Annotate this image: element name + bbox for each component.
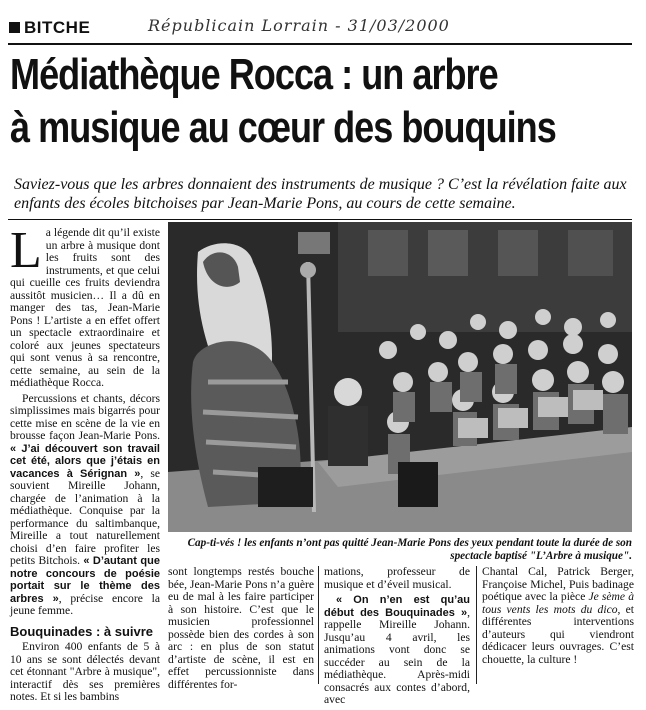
subhead: Bouquinades : à suivre [10,623,154,639]
standfirst: Saviez-vous que les arbres donnaient des instruments de musique ? C’est la révélation faite aux enfants des écoles bitchoises par Jean-Marie Pons, au cours de cette semaine. [14,176,627,212]
headline [10,48,556,154]
section-name: BITCHE [24,18,91,37]
paragraph: mations, professeur de musique et d’éveil musical. [324,565,470,591]
quote: « On n’en est qu’au début des Bouquinades » [324,594,470,619]
paragraph-text: , se souvient Mireille Johann, chargée de l’animation à la médiathèque. Conquise par la performance du saltimbanque, Mireille a tout naturellement choisi d’en faire profiter les petits Bitchois. [10,466,160,567]
column-3 [324,566,470,710]
handwritten-source-note: Républicain Lorrain - 31/03/2000 [148,16,450,35]
body-rule [8,219,632,220]
paragraph-text: Percussions et chants, décors simplissimes mais bigarrés pour cette mise en scène de la vie en brousse façon Jean-Marie Pons. [10,391,160,442]
paragraph-text: a légende dit qu’il existe un arbre à musique dont les fruits sont des instruments, et que celui qui cueille ces fruits deviendra aussitôt musicien… Il a dû en manger des tas, Jean-Marie Pons ! L’artiste a en effet offert un spectacle extraordinaire et coloré aux jeunes spectateurs qui sont venus à sa rencontre, cette semaine, au sein de la médiathèque Rocca. [10,226,160,389]
column-4 [482,566,634,669]
quote: « D’autant que notre concours de poésie portait sur le thème des arbres » [10,555,160,605]
paragraph-text: , précise encore la jeune femme. [10,591,160,617]
column-1 [10,222,160,707]
article-photo [168,222,632,532]
section-square-icon [9,22,20,33]
paragraph: Environ 400 enfants de 5 à 10 ans se sont délectés devant cet étonnant "Arbre à musique", interactif dès ses premières notes. Et si les bambins [10,640,160,703]
paragraph-text: Chantal Cal, Patrick Berger, Françoise Michel, Puis badinage poétique avec la pièce [482,565,634,603]
column-divider [318,566,319,684]
paragraph [324,594,470,707]
headline-line-1: Médiathèque Rocca : un arbre [10,50,498,99]
paragraph: sont longtemps restés bouche bée, Jean-Marie Pons n’a guère eu de mal à les faire participer à son histoire. C’est que le musicien professionnel possède bien des cordes à son arc : en plus de son statut d’artiste de scène, il est en effet percussionniste dans différentes for- [168,565,314,691]
paragraph [10,393,160,618]
column-2 [168,566,314,694]
headline-line-2: à musique au cœur des bouquins [10,103,556,152]
paragraph [10,222,160,390]
photo-caption: Cap-ti-vés ! les enfants n’ont pas quitté Jean-Marie Pons des yeux pendant toute la durée de son spectacle baptisé "L’Arbre à musique". [187,537,632,562]
column-divider [476,566,477,684]
paragraph-text: , et différentes interventions d’auteurs qui viendront dédicacer leurs ouvrages. C’est chouette, la culture ! [482,602,634,666]
paragraph [482,566,634,666]
quote: « J’ai découvert son travail cet été, alors que j’étais en vacances à Sérignan » [10,442,160,480]
paragraph-text: , rappelle Mireille Johann. Jusqu’au 4 avril, les animations vont donc se succéder au sein de la médiathèque. Après-midi consacrés aux contes d’abord, avec [324,605,470,706]
drop-cap: L [10,222,42,279]
play-title: Je sème à tous vents les mots du dico [482,590,634,616]
section-label [9,18,90,38]
top-rule [8,43,632,45]
